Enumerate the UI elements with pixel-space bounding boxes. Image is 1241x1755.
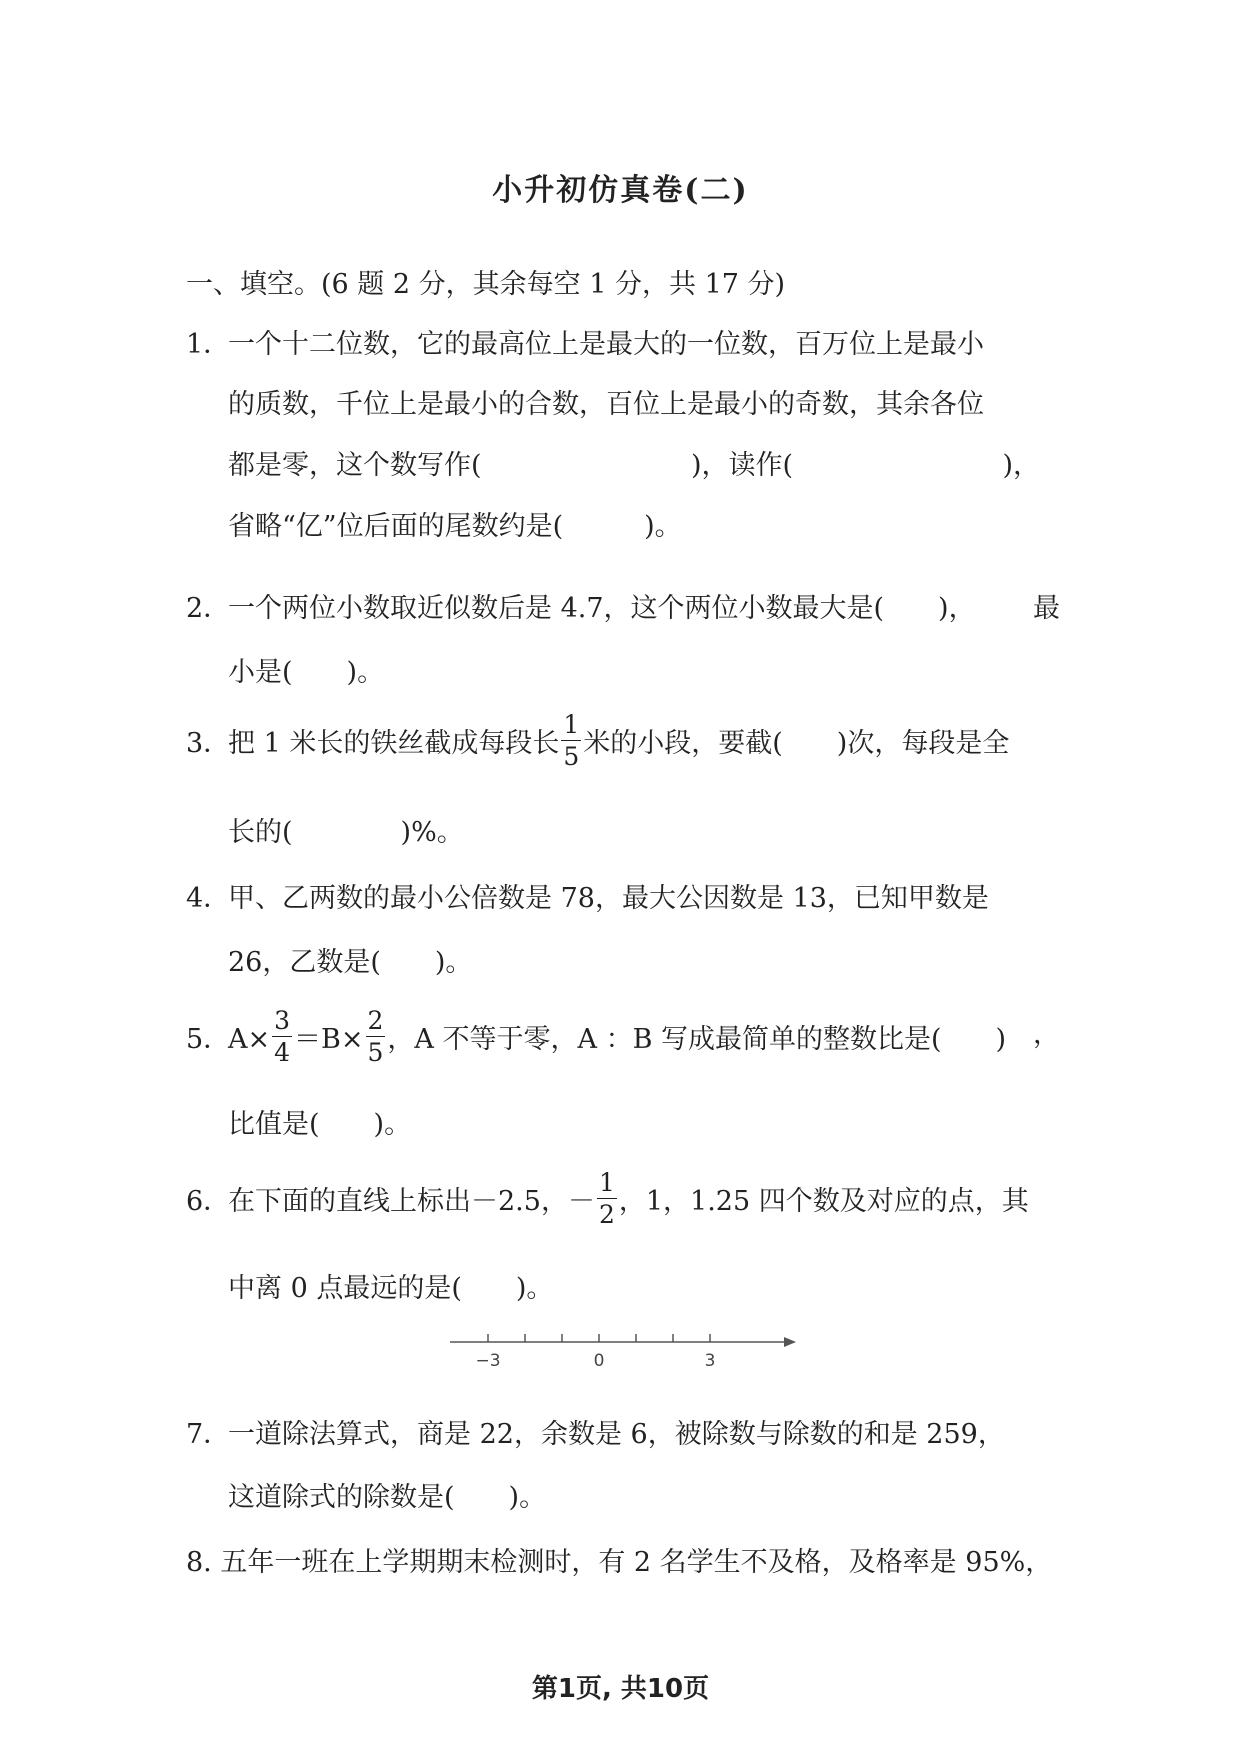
question-number: 4． [186,883,231,914]
question-text: 一道除法算式，商是 22，余数是 6，被除数与除数的和是 259， [228,1419,1005,1450]
arrow-right-icon [784,1337,796,1347]
page-title: 小升初仿真卷(二) [492,173,749,208]
question-text: ，A 不等于零，A ：B 写成最简单的整数比是( ) [387,1024,1007,1055]
question-7-line-2: 这道除式的除数是( )。 [228,1482,547,1513]
question-number: 3． [186,728,231,759]
question-text: ＝B× [294,1024,364,1055]
fraction-numerator: 3 [274,1006,291,1035]
fraction-denominator: 5 [367,1038,384,1067]
fraction-numerator: 2 [367,1006,384,1035]
question-5-line-2: 比值是( )。 [228,1109,412,1140]
section-heading: 一、填空。(6 题 2 分，其余每空 1 分，共 17 分) [186,269,786,300]
question-text: )， [1002,450,1040,481]
question-1-line-3 [228,443,1040,482]
question-4-line-1 [186,876,989,915]
fraction [272,1008,292,1065]
question-text: 米的小段，要截( )次，每段是全 [583,728,1010,759]
question-1-line-4: 省略“亿”位后面的尾数约是( )。 [228,511,682,542]
number-line-label: 0 [593,1351,605,1371]
question-text: 一个两位小数取近似数后是 4.7，这个两位小数最大是( )， [228,593,976,624]
number-line [448,1330,798,1380]
question-text: ， [1033,1019,1060,1050]
question-number: 6． [186,1186,231,1217]
fraction-numerator: 1 [598,1168,615,1197]
question-1-line-2: 的质数，千位上是最小的合数，百位上是最小的奇数，其余各位 [228,389,984,420]
question-text: A× [228,1024,271,1055]
number-line-label: 3 [704,1351,716,1371]
question-4-line-2: 26，乙数是( )。 [228,947,473,978]
question-text: 最 [1033,593,1060,624]
fraction [561,712,581,769]
question-text: 甲、乙两数的最小公倍数是 78，最大公因数是 13，已知甲数是 [228,883,989,914]
number-line-label: −3 [475,1351,501,1371]
fraction [366,1008,386,1065]
question-text: 都是零，这个数写作( [228,450,482,481]
question-8-line-1: 8. 五年一班在上学期期末检测时，有 2 名学生不及格，及格率是 95%， [186,1547,1053,1578]
fraction [597,1170,617,1227]
question-text: ，1，1.25 四个数及对应的点，其 [618,1186,1029,1217]
fraction-denominator: 5 [563,742,580,771]
question-7-line-1 [186,1412,1005,1451]
fraction-numerator: 1 [563,710,580,739]
question-text: )，读作( [690,450,794,481]
question-6-line-2: 中离 0 点最远的是( )。 [228,1273,554,1304]
question-text: 把 1 米长的铁丝截成每段长 [228,728,560,759]
question-number: 2． [186,593,231,624]
question-number: 7． [186,1419,231,1450]
question-text: 一个十二位数，它的最高位上是最大的一位数，百万位上是最小 [228,329,984,360]
question-2-line-1 [186,586,1060,625]
question-3-line-2: 长的( )%。 [228,817,464,848]
question-number: 1． [186,329,231,360]
question-3-line-1 [186,710,1010,773]
question-6-line-1 [186,1168,1029,1231]
question-text: 在下面的直线上标出－2.5，－ [228,1186,595,1217]
page-footer: 第1页, 共10页 [531,1674,710,1704]
question-2-line-2: 小是( )。 [228,657,385,688]
question-number: 5． [186,1024,231,1055]
question-5-line-1 [186,1006,1060,1069]
question-1-line-1 [186,322,984,361]
fraction-denominator: 4 [274,1038,291,1067]
fraction-denominator: 2 [598,1200,615,1229]
